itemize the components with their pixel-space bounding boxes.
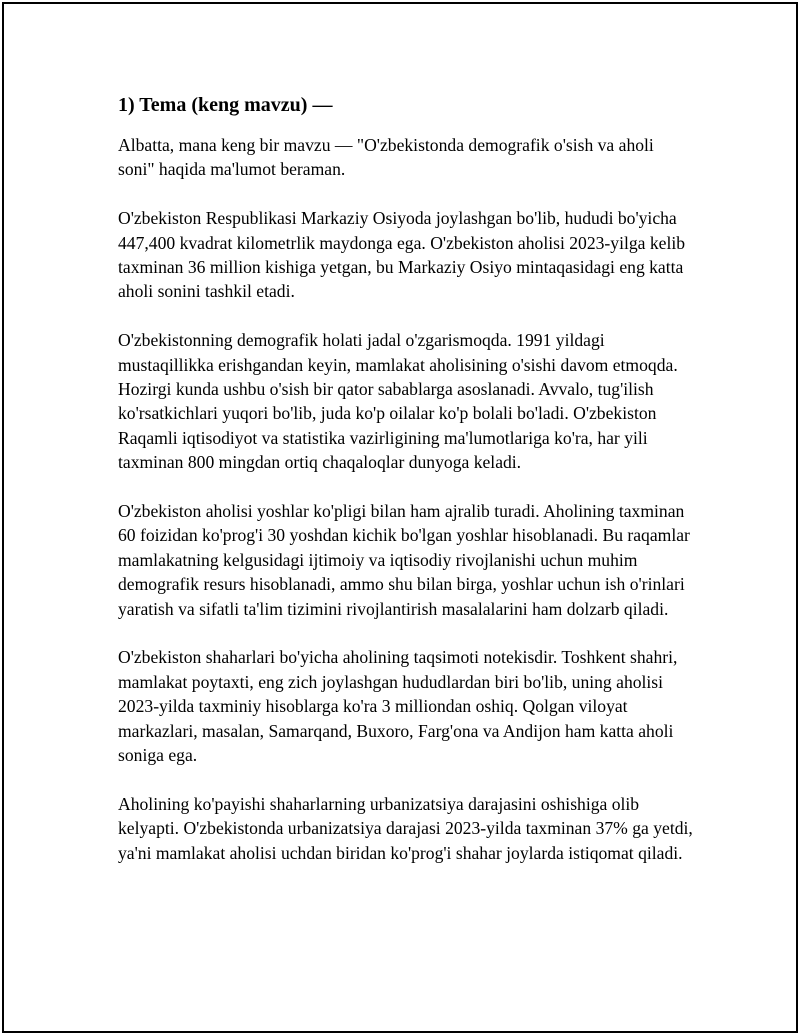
document-body <box>118 92 693 890</box>
paragraph-cities: O'zbekiston shaharlari bo'yicha aholining taqsimoti notekisdir. Toshkent shahri, mamlakat poytaxti, eng zich joylashgan hududlardan biri bo'lib, uning aholisi 2023-yilda taxminiy hisoblarga ko'ra 3 milliondan oshiq. Qolgan viloyat markazlari, masalan, Samarqand, Buxoro, Farg'ona va Andijon ham katta aholi soniga ega. <box>118 647 678 766</box>
paragraph-urbanization: Aholining ko'payishi shaharlarning urbanizatsiya darajasini oshishiga olib kelyapti. O'zbekistonda urbanizatsiya darajasi 2023-yilda taxminan 37% ga yetdi, ya'ni mamlakat aholisi uchdan biridan ko'prog'i shahar joylarda istiqomat qiladi. <box>118 793 693 863</box>
paragraph-geography: O'zbekiston Respublikasi Markaziy Osiyoda joylashgan bo'lib, hududi bo'yicha 447,400 kvadrat kilometrlik maydonga ega. O'zbekiston aholisi 2023-yilga kelib taxminan 36 million kishiga yetgan, bu Markaziy Osiyo mintaqasidagi eng katta aholi sonini tashkil etadi. <box>118 208 686 302</box>
paragraph-demographics: O'zbekistonning demografik holati jadal o'zgarismoqda. 1991 yildagi mustaqillikka erishgandan keyin, mamlakat aholisining o'sishi davom etmoqda. Hozirgi kunda ushbu o'sish bir qator sabablarga asoslanadi. Avvalo, tug'ilish ko'rsatkichlari yuqori bo'lib, juda ko'p oilalar ko'p bolali bo'ladi. O'zbekiston Raqamli iqtisodiyot va statistika vazirligining ma'lumotlariga ko'ra, har yili taxminan 800 mingdan ortiq chaqaloqlar dunyoga keladi. <box>118 330 678 473</box>
document-heading: 1) Tema (keng mavzu) — <box>118 94 333 116</box>
paragraph-intro: Albatta, mana keng bir mavzu — "O'zbekistonda demografik o'sish va aholi soni" haqida ma'lumot beraman. <box>118 135 654 180</box>
paragraph-youth: O'zbekiston aholisi yoshlar ko'pligi bilan ham ajralib turadi. Aholining taxminan 60 foizidan ko'prog'i 30 yoshdan kichik bo'lgan yoshlar hisoblanadi. Bu raqamlar mamlakatning kelgusidagi ijtimoiy va iqtisodiy rivojlanishi uchun muhim demografik resurs hisoblanadi, ammo shu bilan birga, yoshlar uchun ish o'rinlari yaratish va sifatli ta'lim tizimini rivojlantirish masalalarini ham dolzarb qiladi. <box>118 501 690 619</box>
